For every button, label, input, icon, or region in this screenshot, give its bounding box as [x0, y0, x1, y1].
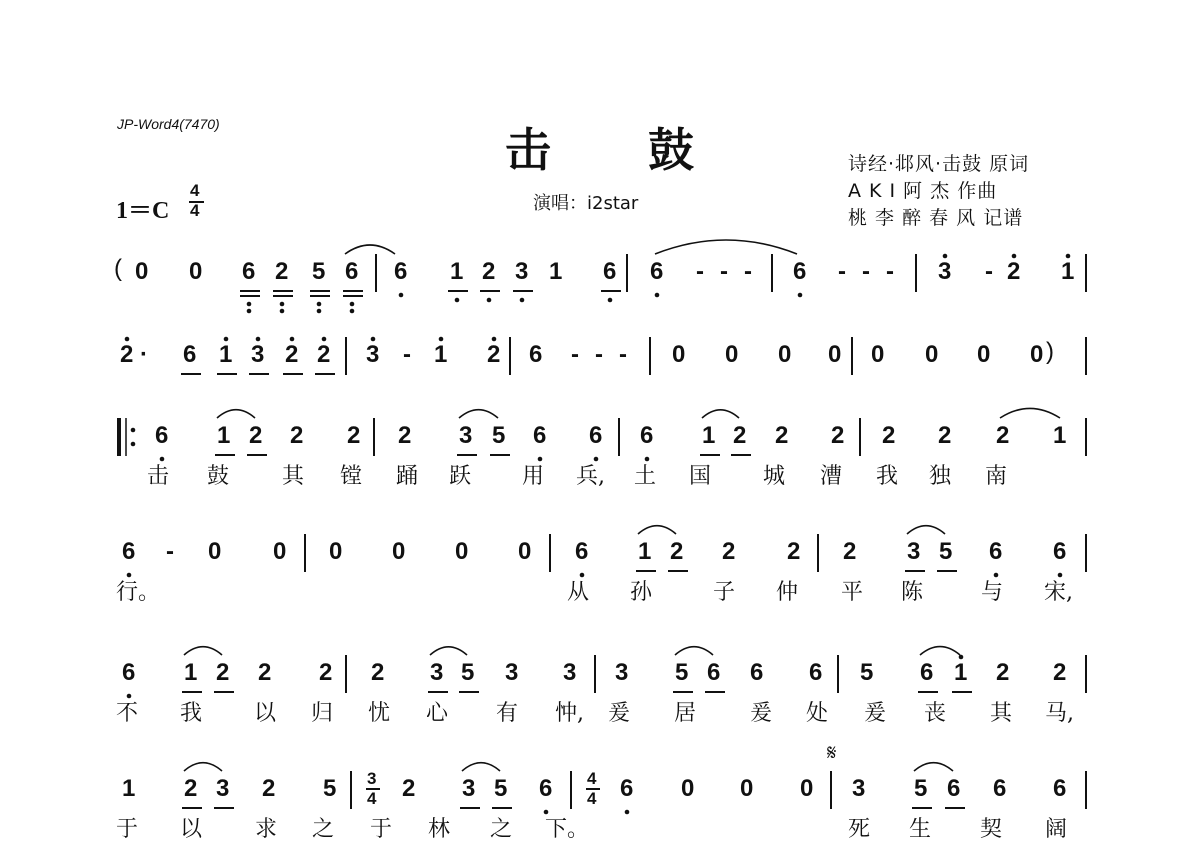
note: 2 — [184, 775, 198, 802]
note: 6 — [122, 659, 136, 686]
lyric-char: 用 — [522, 464, 545, 489]
note: 2 — [347, 422, 361, 449]
slur-tie — [459, 410, 498, 418]
note: 6 — [529, 341, 543, 368]
note: 3 — [216, 775, 230, 802]
note: 6 — [242, 258, 256, 285]
dash: - — [886, 258, 894, 285]
lyric-char: 契 — [980, 817, 1003, 842]
lyric-char: 我 — [876, 464, 899, 489]
octave-dot-upper — [322, 337, 327, 342]
note: 0 — [392, 538, 406, 565]
note: 1 — [450, 258, 464, 285]
lyric-char: 我 — [180, 701, 203, 726]
note: 1 — [184, 659, 198, 686]
note: 0 — [455, 538, 469, 565]
note: 1 — [638, 538, 652, 565]
slur-tie — [914, 763, 953, 771]
lyric-char: 土 — [634, 464, 657, 489]
dash: - — [403, 341, 411, 368]
note: 0 — [672, 341, 686, 368]
octave-dot-lower — [280, 309, 285, 314]
octave-dot-lower — [247, 309, 252, 314]
dash: - — [571, 341, 579, 368]
note: 6 — [920, 659, 934, 686]
note: 1 — [217, 422, 231, 449]
note: 1 — [434, 341, 448, 368]
note: 6 — [589, 422, 603, 449]
octave-dot-upper — [1012, 254, 1017, 259]
note: 0 — [208, 538, 222, 565]
slur-tie — [217, 410, 255, 418]
lyric-char: 下。 — [545, 817, 590, 842]
note: 3 — [907, 538, 921, 565]
octave-dot-lower — [994, 573, 999, 578]
octave-dot-lower — [247, 302, 252, 307]
lyric-char: 归 — [311, 701, 334, 726]
lyric-char: 马, — [1045, 701, 1074, 726]
lyricist-credit: 诗经·邶风·击鼓 原词 — [848, 153, 1030, 175]
note: 5 — [492, 422, 506, 449]
lyric-char: 独 — [929, 464, 952, 489]
time-signature-bottom: 4 — [190, 201, 200, 220]
note: 1 — [219, 341, 233, 368]
note: 6 — [1053, 775, 1067, 802]
note: 0 — [329, 538, 343, 565]
dash: - — [862, 258, 870, 285]
lyric-char: 不 — [116, 701, 139, 726]
note: 6 — [707, 659, 721, 686]
repeat-dot — [131, 428, 136, 433]
note: 3 — [366, 341, 380, 368]
note: 3 — [615, 659, 629, 686]
note: 3 — [462, 775, 476, 802]
octave-dot-lower — [280, 302, 285, 307]
note: 5 — [675, 659, 689, 686]
lyric-char: 平 — [841, 580, 864, 605]
note: 0 — [828, 341, 842, 368]
note: 1 — [122, 775, 136, 802]
lyric-char: 兵, — [576, 464, 605, 489]
title-char-1: 击 — [505, 123, 553, 177]
octave-dot-lower — [399, 293, 404, 298]
octave-dot-upper — [290, 337, 295, 342]
lyric-char: 国 — [689, 464, 712, 489]
lyric-char: 孙 — [630, 580, 653, 605]
lyric-char: 其 — [990, 701, 1013, 726]
note: 1 — [549, 258, 563, 285]
note: 0 — [871, 341, 885, 368]
octave-dot-lower — [455, 298, 460, 303]
note: 2 — [733, 422, 747, 449]
note: 0 — [740, 775, 754, 802]
note: 3 — [515, 258, 529, 285]
note: 2 — [319, 659, 333, 686]
note: 5 — [939, 538, 953, 565]
note: 6 — [1053, 538, 1067, 565]
octave-dot-upper — [125, 337, 130, 342]
singer-credit: 演唱：i2star — [533, 193, 639, 214]
note: 3 — [505, 659, 519, 686]
lyric-char: 陈 — [901, 580, 924, 605]
slur-tie — [345, 245, 395, 254]
note: 2 — [216, 659, 230, 686]
time-signature-bottom: 4 — [367, 789, 377, 808]
octave-dot-lower — [608, 298, 613, 303]
octave-dot-lower — [520, 298, 525, 303]
octave-dot-upper — [943, 254, 948, 259]
segno-sign: 𝄋 — [827, 741, 837, 766]
dash: - — [619, 341, 627, 368]
octave-dot-lower — [317, 309, 322, 314]
note: 5 — [860, 659, 874, 686]
time-signature-top: 4 — [190, 181, 200, 200]
lyric-char: 求 — [255, 817, 278, 842]
octave-dot-lower — [594, 457, 599, 462]
lyric-char: 于 — [370, 817, 393, 842]
lyric-char: 有 — [496, 701, 519, 726]
repeat-dot — [131, 442, 136, 447]
note: 6 — [575, 538, 589, 565]
lyric-char: 踊 — [396, 464, 419, 489]
note: 2 — [938, 422, 952, 449]
note: 2 — [275, 258, 289, 285]
note: 5 — [312, 258, 326, 285]
note: 2 — [831, 422, 845, 449]
note: 5 — [461, 659, 475, 686]
octave-dot-lower — [350, 302, 355, 307]
open-paren: ( — [114, 255, 122, 282]
note: 2 — [722, 538, 736, 565]
note: 0 — [977, 341, 991, 368]
lyric-char: 漕 — [820, 464, 843, 489]
note: 6 — [155, 422, 169, 449]
dash: - — [595, 341, 603, 368]
dash: - — [985, 258, 993, 285]
note: 2 — [398, 422, 412, 449]
lyric-char: 之 — [312, 817, 335, 842]
note: 0 — [778, 341, 792, 368]
note: 6 — [122, 538, 136, 565]
lyric-char: 忡, — [555, 701, 584, 726]
note: 2 — [1053, 659, 1067, 686]
octave-dot-lower — [655, 293, 660, 298]
lyric-char: 击 — [147, 464, 170, 489]
note: 6 — [993, 775, 1007, 802]
slur-tie — [184, 647, 222, 655]
note: 0 — [800, 775, 814, 802]
slur-tie — [184, 763, 222, 771]
composer-credit: A K I 阿 杰 作曲 — [848, 180, 998, 202]
lyric-char: 宋, — [1044, 580, 1073, 605]
note: 2 — [317, 341, 331, 368]
lyric-char: 鼓 — [207, 464, 230, 489]
note: 2 — [1007, 258, 1021, 285]
note: 0 — [189, 258, 203, 285]
lyric-char: 其 — [282, 464, 305, 489]
app-signature: JP-Word4(7470) — [117, 116, 220, 132]
note: 6 — [345, 258, 359, 285]
dash: - — [166, 538, 174, 565]
note: 5 — [914, 775, 928, 802]
note: 3 — [459, 422, 473, 449]
lyric-char: 爰 — [864, 701, 887, 726]
lyric-char: 行。 — [116, 580, 161, 605]
note: 3 — [852, 775, 866, 802]
time-signature-top: 4 — [587, 769, 597, 788]
time-signature-bottom: 4 — [587, 789, 597, 808]
octave-dot-upper — [371, 337, 376, 342]
note: 6 — [533, 422, 547, 449]
lyric-char: 居 — [674, 701, 697, 726]
lyric-char: 跃 — [449, 464, 472, 489]
octave-dot-lower — [645, 457, 650, 462]
note: 0 — [681, 775, 695, 802]
note: 2 — [290, 422, 304, 449]
note: 2 — [670, 538, 684, 565]
lyric-char: 以 — [254, 701, 277, 726]
slur-tie — [702, 410, 739, 418]
slur-tie — [920, 647, 960, 655]
slur-tie — [907, 526, 945, 534]
note: 6 — [640, 422, 654, 449]
note: 0 — [725, 341, 739, 368]
octave-dot-upper — [256, 337, 261, 342]
octave-dot-lower — [350, 309, 355, 314]
lyric-char: 以 — [180, 817, 203, 842]
note: 2 — [996, 422, 1010, 449]
note: 6 — [183, 341, 197, 368]
note: 2 — [120, 341, 134, 368]
note: 2 — [787, 538, 801, 565]
octave-dot-lower — [538, 457, 543, 462]
time-signature-top: 3 — [367, 769, 377, 788]
note: 3 — [251, 341, 265, 368]
octave-dot-lower — [160, 457, 165, 462]
note: 5 — [494, 775, 508, 802]
slur-tie — [675, 647, 713, 655]
note: 0 — [135, 258, 149, 285]
dot-extension: · — [140, 341, 148, 368]
title-char-2: 鼓 — [648, 123, 696, 177]
note: 2 — [285, 341, 299, 368]
octave-dot-upper — [439, 337, 444, 342]
note: 6 — [603, 258, 617, 285]
note: 2 — [371, 659, 385, 686]
lyric-char: 于 — [116, 817, 139, 842]
dash: - — [696, 258, 704, 285]
slur-tie — [638, 526, 676, 534]
transcriber-credit: 桃 李 醉 春 风 记谱 — [848, 207, 1024, 229]
note: 2 — [482, 258, 496, 285]
note: 2 — [996, 659, 1010, 686]
note: 6 — [650, 258, 664, 285]
lyric-char: 爰 — [608, 701, 631, 726]
note: 2 — [258, 659, 272, 686]
note: 2 — [843, 538, 857, 565]
note: 6 — [809, 659, 823, 686]
note: 6 — [539, 775, 553, 802]
octave-dot-lower — [127, 573, 132, 578]
lyric-char: 林 — [428, 817, 451, 842]
lyric-char: 心 — [426, 701, 449, 726]
lyric-char: 爰 — [750, 701, 773, 726]
octave-dot-lower — [625, 810, 630, 815]
octave-dot-lower — [580, 573, 585, 578]
slur-tie — [655, 240, 797, 254]
note: 3 — [430, 659, 444, 686]
octave-dot-lower — [798, 293, 803, 298]
note: 2 — [775, 422, 789, 449]
note: 1 — [702, 422, 716, 449]
note: 2 — [882, 422, 896, 449]
key-signature: 1＝C — [116, 198, 170, 224]
octave-dot-upper — [492, 337, 497, 342]
lyric-char: 镗 — [340, 464, 363, 489]
note: 1 — [954, 659, 968, 686]
lyric-char: 子 — [713, 580, 736, 605]
note: 1 — [1061, 258, 1075, 285]
note: 0 — [273, 538, 287, 565]
octave-dot-upper — [1066, 254, 1071, 259]
note: 2 — [249, 422, 263, 449]
note: 6 — [947, 775, 961, 802]
lyric-char: 死 — [848, 817, 871, 842]
octave-dot-lower — [317, 302, 322, 307]
octave-dot-upper — [224, 337, 229, 342]
note: 1 — [1053, 422, 1067, 449]
lyric-char: 城 — [763, 464, 786, 489]
note: 6 — [793, 258, 807, 285]
lyric-char: 仲 — [776, 580, 799, 605]
note: 5 — [323, 775, 337, 802]
lyric-char: 南 — [985, 464, 1008, 489]
lyric-char: 阔 — [1045, 817, 1068, 842]
close-paren: ) — [1046, 338, 1054, 365]
note: 6 — [620, 775, 634, 802]
lyric-char: 之 — [490, 817, 513, 842]
dash: - — [838, 258, 846, 285]
lyric-char: 与 — [981, 580, 1004, 605]
note: 3 — [938, 258, 952, 285]
slur-tie — [1000, 408, 1060, 418]
note: 0 — [925, 341, 939, 368]
slur-tie — [430, 647, 467, 655]
lyric-char: 处 — [806, 701, 829, 726]
octave-dot-lower — [127, 694, 132, 699]
dash: - — [744, 258, 752, 285]
note: 2 — [402, 775, 416, 802]
octave-dot-lower — [544, 810, 549, 815]
octave-dot-lower — [1058, 573, 1063, 578]
slur-tie — [462, 763, 500, 771]
dash: - — [720, 258, 728, 285]
lyric-char: 忧 — [368, 701, 391, 726]
note: 0 — [1030, 341, 1044, 368]
note: 3 — [563, 659, 577, 686]
note: 6 — [989, 538, 1003, 565]
note: 6 — [394, 258, 408, 285]
note: 0 — [518, 538, 532, 565]
lyric-char: 生 — [909, 817, 932, 842]
note: 2 — [487, 341, 501, 368]
octave-dot-lower — [487, 298, 492, 303]
note: 2 — [262, 775, 276, 802]
note: 6 — [750, 659, 764, 686]
lyric-char: 从 — [567, 580, 590, 605]
lyric-char: 丧 — [924, 701, 947, 726]
